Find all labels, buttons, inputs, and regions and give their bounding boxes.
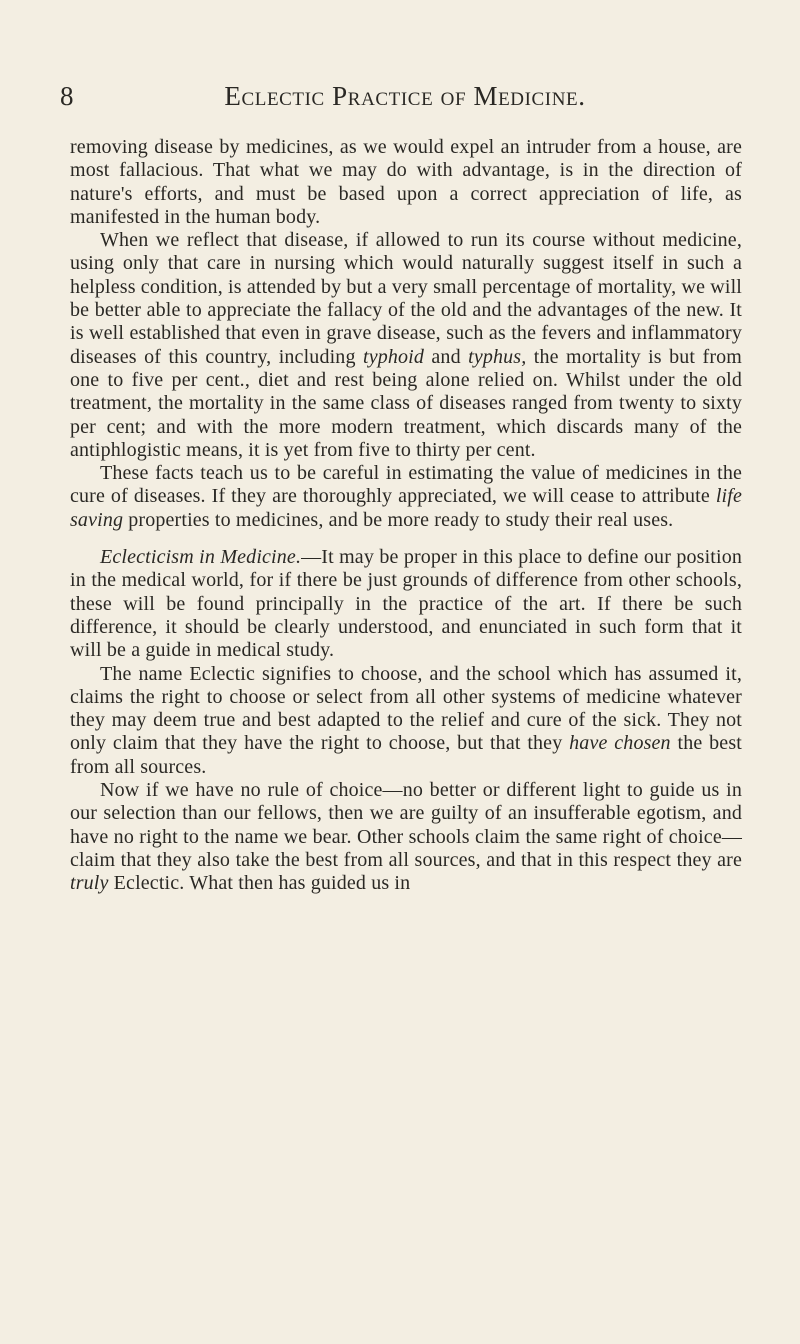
paragraph-2 (70, 229, 742, 462)
paragraph-6-text-a: Now if we have no rule of choice—no better or different light to guide us in our selection than our fellows, then we are guilty of an insufferable egotism, and have no right to the name we bear. Other schools claim the same right of choice—claim that they also take the best from all sources, and that in this respect they are (70, 779, 742, 871)
section-heading-eclecticism: Eclecticism in Medicine. (100, 546, 302, 569)
paragraph-5 (70, 663, 742, 779)
paragraph-3-text-a: These facts teach us to be careful in estimating the value of medicines in the cure of diseases. If they are thoroughly appreciated, we will cease to attribute (70, 462, 742, 508)
body-text (70, 136, 742, 896)
paragraph-2-text-b: and (424, 345, 469, 368)
paragraph-3-text-b: properties to medicines, and be more ready to study their real uses. (123, 508, 674, 531)
paragraph-4-text: —It may be proper in this place to define our position in the medical world, for if there be just grounds of difference from other schools, these will be found principally in the practice of the art. If there be such difference, it should be clearly understood, and enunciated in such form that it will be a guide in medical study. (70, 546, 742, 662)
paragraph-2-italic-typhus: typhus, (468, 345, 527, 368)
paragraph-2-text-c: the mortality is but from one to five per cent., diet and rest being alone relied on. Whilst under the old treatment, the mortality in the same class of diseases ranged from twenty to sixty per cent; and with the more modern treatment, which discards many of the antiphlogistic means, it is yet from five to thirty per cent. (70, 345, 742, 461)
paragraph-3 (70, 462, 742, 532)
paragraph-5-italic-have-chosen: have chosen (569, 732, 671, 755)
running-title: Eclectic Practice of Medicine. (224, 81, 586, 111)
paragraph-2-text-a: When we reflect that disease, if allowed to run its course without medicine, using only that care in nursing which would naturally suggest itself in such a helpless condition, is attended by but a very small percentage of mortality, we will be better able to appreciate the fallacy of the old and the advantages of the new. It is well established that even in grave disease, such as the fevers and inflammatory diseases of this country, including (70, 229, 742, 368)
paragraph-6 (70, 779, 742, 895)
paragraph-6-text-b: Eclectic. What then has guided us in (108, 872, 411, 895)
page-number: 8 (60, 81, 74, 111)
paragraph-5-text-a: The name Eclectic signifies to choose, and the school which has assumed it, claims the right to choose or select from all other systems of medicine whatever they may deem true and best adapted to the relief and cure of the sick. They not only claim that they have the right to choose, but that they (70, 662, 742, 755)
paragraph-1-text: removing disease by medicines, as we would expel an intruder from a house, are most fallacious. That what we may do with advantage, is in the direction of nature's efforts, and must be based upon a correct appreciation of life, as manifested in the human body. (70, 136, 742, 228)
paragraph-3-italic-life-saving: life saving (70, 485, 742, 531)
paragraph-5-text-b: the best from all sources. (70, 732, 742, 778)
paragraph-4 (70, 546, 742, 662)
paragraph-1 (70, 136, 742, 229)
paragraph-6-italic-truly: truly (70, 872, 109, 895)
page-header (60, 78, 740, 114)
paragraph-2-italic-typhoid: typhoid (362, 345, 425, 368)
